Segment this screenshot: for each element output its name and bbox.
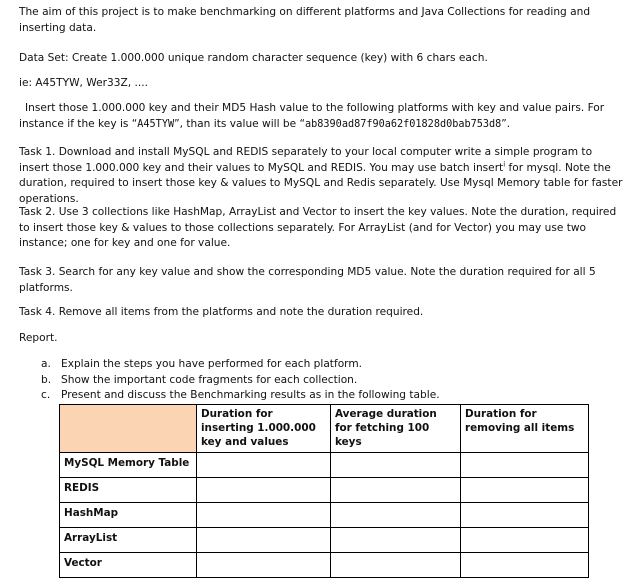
table-header-row [60, 405, 589, 453]
report-item-a [19, 357, 625, 373]
row-label-vector: Vector [60, 553, 197, 578]
header-remove-duration: Duration for removing all items [461, 405, 589, 453]
task-1-text: Task 1. Download and install MySQL and REDIS separately to your local computer write a simple program to insert those 1.000.000 key and their values to MySQL and REDIS. You may use batch insert [19, 146, 593, 174]
footnote-marker: i [503, 159, 506, 168]
task-1-text-continued: for mysql. Note the duration, required to insert those key & values to MySQL and Redis separately. Use Mysql Memory table for faster operations. [19, 161, 623, 205]
insert-paragraph [19, 101, 625, 132]
table-cell [461, 478, 589, 503]
report-item-c [19, 388, 625, 404]
table-row [60, 478, 589, 503]
insert-middle: ”, than its value will be “ [174, 117, 306, 130]
table-cell [331, 528, 461, 553]
table-row [60, 453, 589, 478]
table-cell [331, 503, 461, 528]
list-item-text: Present and discuss the Benchmarking results as in the following table. [61, 389, 440, 401]
table-cell [197, 503, 331, 528]
task-4-paragraph: Task 4. Remove all items from the platforms and note the duration required. [19, 306, 424, 318]
table-row [60, 503, 589, 528]
report-heading: Report. [19, 332, 58, 344]
example-key: A45TYW [137, 118, 175, 130]
table-cell [461, 503, 589, 528]
list-marker: b. [41, 373, 52, 386]
list-item-text: Show the important code fragments for each collection. [61, 373, 358, 386]
insert-text: Insert those 1.000.000 key and their MD5 Hash value to the following platforms with key and value pairs. For instance if the key is “ [19, 102, 605, 130]
table-cell [331, 453, 461, 478]
table-cell [461, 528, 589, 553]
table-cell [461, 553, 589, 578]
row-label-hashmap: HashMap [60, 503, 197, 528]
table-row [60, 553, 589, 578]
task-3-paragraph: Task 3. Search for any key value and show the corresponding MD5 value. Note the duration required for all 5 platforms. [19, 266, 596, 294]
table-cell [197, 453, 331, 478]
table-cell [461, 453, 589, 478]
table-cell [197, 528, 331, 553]
table-row [60, 528, 589, 553]
list-item-text: Explain the steps you have performed for each platform. [61, 358, 363, 370]
report-item-b [19, 373, 625, 389]
list-marker: a. [41, 358, 51, 370]
example-md5-value: ab8390ad87f90a62f01828d0bab753d8 [305, 118, 502, 130]
intro-paragraph: The aim of this project is to make benchmarking on different platforms and Java Collections for reading and inserting data. [19, 6, 591, 34]
example-paragraph: ie: A45TYW, Wer33Z, .... [19, 77, 148, 89]
table-cell [197, 478, 331, 503]
dataset-paragraph: Data Set: Create 1.000.000 unique random character sequence (key) with 6 chars each. [19, 52, 488, 64]
table-cell [331, 553, 461, 578]
row-label-arraylist: ArrayList [60, 528, 197, 553]
list-marker: c. [41, 389, 51, 401]
header-insert-duration: Duration for inserting 1.000.000 key and values [197, 405, 331, 453]
report-list [19, 357, 625, 404]
table-corner-cell [60, 405, 197, 453]
row-label-redis: REDIS [60, 478, 197, 503]
task-1-paragraph [19, 145, 625, 207]
table-cell [197, 553, 331, 578]
row-label-mysql: MySQL Memory Table [60, 453, 197, 478]
task-2-paragraph: Task 2. Use 3 collections like HashMap, ArrayList and Vector to insert the key values. Note the duration, required to insert those key & values to those collections separately. For ArrayList (and for Vector) you may use two instance; one for key and one for value. [19, 206, 617, 249]
insert-end: ”. [501, 117, 511, 130]
table-cell [331, 478, 461, 503]
header-fetch-duration: Average duration for fetching 100 keys [331, 405, 461, 453]
benchmark-table [59, 404, 589, 578]
